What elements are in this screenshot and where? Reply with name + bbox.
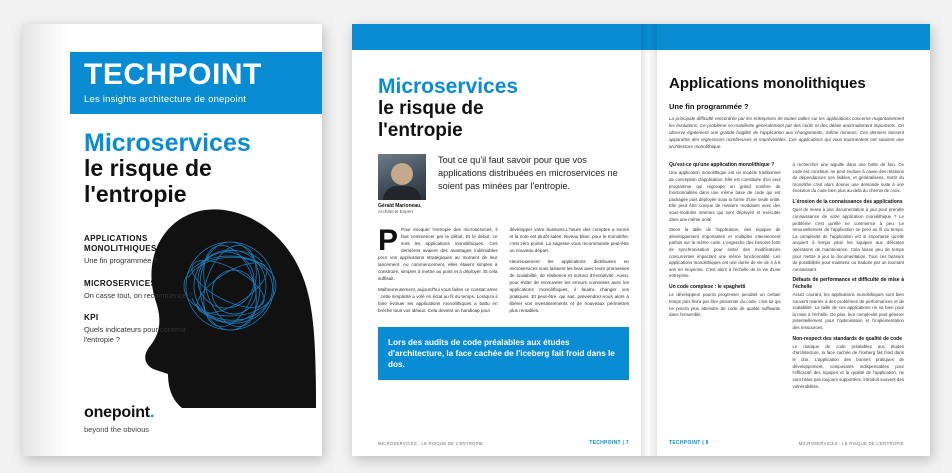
article-paragraph	[378, 224, 498, 283]
cover-logo-dot: .	[149, 404, 155, 421]
cover-headline-line-3: l'entropie	[84, 180, 187, 207]
section-block	[793, 162, 905, 195]
cover-headline-line-1: Microservices	[84, 129, 251, 157]
article-title-line-2: le risque de	[378, 98, 484, 120]
spread-right-page	[649, 50, 930, 456]
section-column-2	[793, 162, 905, 394]
section-block	[669, 162, 781, 223]
section-subhead: Non-respect des standards de qualité de code	[792, 335, 902, 342]
cover-logo-text: onepoint	[84, 404, 150, 421]
cover-toc-item-heading: MICROSERVICES	[84, 278, 157, 288]
pull-quote: Lors des audits de code préalables aux études d'architecture, la face cachée de l'iceberg fait froid dans le dos.	[378, 327, 629, 380]
article-title	[378, 76, 629, 141]
article-column-2	[510, 227, 630, 319]
section-body: Le manque de code préalables aux études d'architecture, la face cachée de l'iceberg fait froid dans le dos. L'application des bonnes pratiques de développement, composants indispensables pour l'efficacité des équipes et la qualité de l'application, ne sont hélas pas toujours supportées, introduit souvent des vulnérabilités.	[792, 343, 904, 389]
cover-toc-item	[84, 279, 204, 301]
cover-brand-title: TECHPOINT	[84, 58, 262, 91]
article-paragraph-text: Pour évoquer l'entropie des microservices, il faut commencer par le début. Et le début, ce sont les applications monolithiques. Ces dernières avaient des avantages indéniables pour vos applications stratégiques au moment de leur lancement. Au commencement, elles étaient simples à construire, simples à mettre au point et à déployer. Et cela suffisait.	[378, 227, 498, 282]
author-name: Gérald Marioneau,	[378, 202, 422, 209]
cover-toc-item-heading: KPI	[84, 313, 99, 323]
folio-right: MICROSERVICES : LE RISQUE DE L'ENTROPIE	[798, 441, 904, 446]
section-subhead: Défauts de performance et difficulté de mise à l'échelle	[792, 277, 904, 290]
folio-page-number-right: TECHPOINT | 8	[669, 440, 709, 446]
section-title: Applications monolithiques	[669, 75, 866, 92]
folio-left: MICROSERVICES : LE RISQUE DE L'ENTROPIE	[378, 441, 484, 446]
cover-masthead	[70, 52, 322, 114]
cover-tagline: Les insights architecture de onepoint	[84, 93, 247, 105]
cover-logo-wordmark	[84, 404, 154, 422]
section-block	[669, 284, 781, 319]
section-body: Assez courant, les applications monolithiques sont bien souvent mairies à des problèmes de performances et de scalabilité. La taille de ces applications ne va bien pour la mise à l'échelle. De plus, leur complexité peut générer potentiellement pour l'optimisation et l'implémentation des ressources.	[792, 291, 904, 330]
article-title-line-3: l'entropie	[378, 119, 463, 141]
cover-toc-item-line: Quels indicateurs pour contenir l'entropie ?	[84, 325, 187, 344]
cover-table-of-contents	[84, 234, 204, 358]
article-title-line-1: Microservices	[378, 75, 519, 98]
cover-toc-item	[84, 234, 204, 266]
article-columns	[378, 224, 629, 319]
section-body: à rechercher une aiguille dans une botte de foin. Ce code est constitué, ne peut évoluer à cause des relations de dépendances non lisibles, et généralisées. Sortir du monolithe c'est alors donner une demande suite à une évolution du code bien plus au-delà du chemin de croix.	[792, 162, 904, 194]
author-role: Architecte Expert	[378, 209, 413, 215]
section-block	[669, 227, 781, 280]
article-paragraph: Malheureusement, aujourd'hui vous faites ce constat amer : cette simplicité a volé en éclat au fil du temps. Lorsqu'a il faire évoluer les applications monolithiques a battu en brèche tous vos idéaux. Cela devient un handicap pour	[378, 287, 498, 313]
section-subhead: L'érosion de la connaissance des applications	[792, 199, 903, 206]
article-dropcap: P	[378, 224, 399, 258]
section-body: Quel de mises à jour documentation à jour pour prendre connaissance de votre application monolithique ? Le problème c'est qu'elle ne commence à peu. Le renouvellement de l'application se perd au fil du temps. La complexité de l'application est si importante qu'elle acquiert à temps plein les équipes aux délicates opérations de maintenance. Cela laisse peu de temps pour mettre à jour la documentation. Tous ces facteurs de possibilités pour maintenir ou traduire par un tournant connaissant.	[792, 207, 904, 272]
article-lede-row	[378, 154, 629, 215]
cover-toc-item	[84, 313, 204, 344]
section-column-1	[669, 162, 781, 394]
section-body: Le développeur pourra progresser pendant un certain temps puis finira par être prisonnier du code, c'est lui qui ne pourra plus atteindre de code de qualité suffisante dans l'ensemble.	[669, 292, 781, 318]
cover-logo	[84, 404, 154, 434]
section-block	[793, 199, 905, 273]
cover-toc-item-line: On casse tout, on recommence ?	[84, 290, 193, 300]
article-paragraph: développer votre business.L'heure des comptes a sonné et la note est plutôt salée. Niveau bilan, pour le monolithe, c'est zéro pointé. La sagesse vous recommande peut-être un nouveau départ.	[509, 227, 629, 254]
article-lede: Tout ce qu'il faut savoir pour que vos applications distribuées en microservices ne soient pas minées par l'entropie.	[438, 154, 618, 191]
cover-spine	[22, 24, 71, 456]
section-body: Une application monolithique est un modèle traditionnel de conception d'application. Elle est constituée d'un seul programme qui regroupe un grand nombre de fonctionnalités dans une même base de code qui est packagée puis déployée sous la forme d'une seule unité. Elle peut être conçue de manière modulaire avec des sous-modules internes qui sont déployés et exécutés dans une même unité.	[669, 170, 781, 222]
folio-page-number-left: TECHPOINT | 7	[589, 440, 629, 446]
section-block	[793, 277, 905, 331]
author-block	[378, 154, 430, 215]
section-subhead: Qu'est-ce qu'une application monolithique ?	[669, 162, 775, 169]
section-body: Selon la taille de l'application, des équipes de développement importantes et multiples interviennent parfois sur la même code. L'engendre des besoins forts de synchronisation pour éviter des modifications concurrentes impactant une même fonctionnalité. Les applications monolithiques ont une durée de vie de 4 à 6 ans en moyenne. C'est alors à l'échelle de la vie d'une entreprise.	[669, 227, 781, 279]
spread-left-page	[352, 50, 649, 456]
section-intro: La principale difficulté rencontrée par les entreprises de toutes tailles sur les applications concerne majoritairement les évolutions. Ce problème se manifeste généralement par des coûts et des délais anormalement importants. On observe également une grande fragilité de l'application aux changements, même mineurs. Ces derniers laissent apparaître des régressions nombreuses et imprévisibles. Ces applications qui vous tourmentent ont souvent une architecture monolithique.	[669, 115, 904, 149]
spread-top-band	[352, 24, 930, 50]
section-columns	[669, 162, 904, 394]
section-block	[793, 336, 905, 391]
cover-page	[70, 24, 322, 456]
magazine-cover	[22, 24, 322, 456]
magazine-spread	[352, 24, 930, 456]
article-column-1	[378, 224, 498, 319]
cover-headline-line-2: le risque de	[84, 155, 212, 182]
cover-toc-item-heading: APPLICATIONS MONOLITHIQUES	[84, 234, 157, 253]
article-paragraph: Heureusement les applications distribuées en microservices vous laissent les bras avec leurs promesses de scalabilité, de résilience et surtout d'évolutivité. Aussi, pour éviter de renouveler les erreurs commises avec les applications monolithiques, il faudra changer vos pratiques. Et peut-être, qui sait, parviendrez-vous alors à libérer vos investissements et de nouveaux périmètres plus rentables.	[509, 259, 629, 313]
author-avatar	[378, 154, 426, 200]
section-subtitle: Une fin programmée ?	[669, 101, 749, 111]
cover-logo-tagline: beyond the obvious	[84, 425, 150, 434]
cover-toc-item-line: Une fin programmée ?	[84, 256, 158, 265]
section-subhead: Un code complexe : le spaghetti	[669, 284, 746, 291]
